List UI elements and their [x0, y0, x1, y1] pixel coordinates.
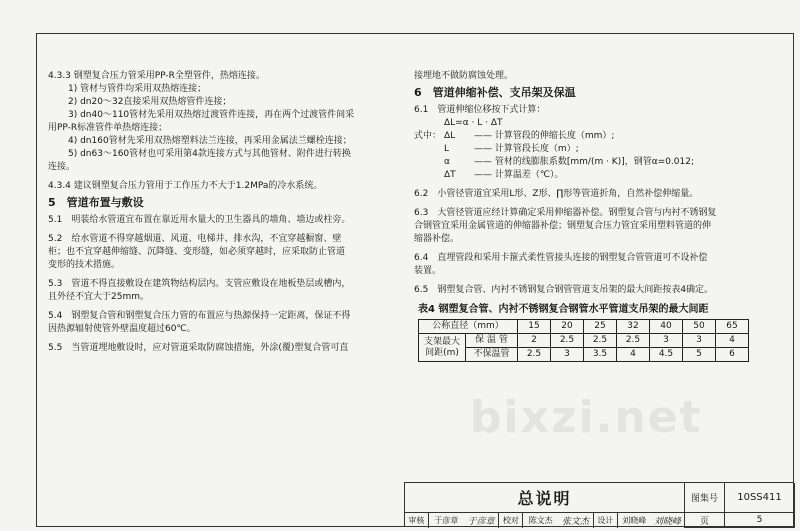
value-cell: 2.5 [551, 334, 584, 348]
clause-5-3 [48, 278, 384, 304]
text-line: 变形的技术措施。 [48, 260, 121, 270]
table-row [419, 348, 749, 362]
list-item: 2) dn20～32直接采用双热熔管件连接； [68, 97, 232, 107]
text-line: 5.4 钢塑复合管和钢塑复合压力管的布置应与热源保持一定距离，保证不得 [48, 311, 351, 321]
support-spacing-table [418, 319, 749, 362]
text-line: 5.2 给水管道不得穿越烟道、风道、电梯井、排水沟，不宜穿越橱窗、壁 [48, 234, 342, 244]
value-cell: 2.5 [518, 348, 551, 362]
list-item: 4) dn160管材先采用双热熔塑料法兰连接，再采用金属法兰螺栓连接； [68, 136, 352, 146]
definition-row [414, 143, 790, 156]
clause-5-4 [48, 310, 384, 336]
review-label: 审核 [405, 513, 429, 528]
definition-text: —— 管材的线膨胀系数[mm/(m · K)]，钢管α=0.012; [474, 157, 694, 167]
value-cell: 4.5 [650, 348, 683, 362]
clause-4-3-4: 4.3.4 建议钢塑复合压力管用于工作压力不大于1.2MPa的冷水系统。 [48, 181, 323, 191]
definition-text: —— 计算管段长度（m）; [474, 144, 579, 154]
value-cell: 4 [716, 334, 749, 348]
clause-6-4 [414, 252, 790, 278]
text-line: 6.3 大管径管道应经计算确定采用伸缩器补偿。钢塑复合管与内衬不锈钢复 [414, 208, 717, 218]
text-line: 且外径不宜大于25mm。 [48, 292, 149, 302]
signature-row [405, 513, 685, 528]
text-line: 柜；也不宜穿越伸缩缝、沉降缝、变形缝，如必须穿越时，应采取防止管道 [48, 247, 346, 257]
definition-symbol: L [444, 144, 450, 154]
reviewer-signature: 于彦章 [464, 513, 500, 528]
definition-symbol: ΔL [444, 131, 456, 141]
definition-row [414, 169, 790, 182]
page-label: 页 [685, 513, 725, 528]
value-cell: 3 [650, 334, 683, 348]
row-label-cell: 保 温 管 [466, 334, 518, 348]
value-cell: 4 [617, 348, 650, 362]
formula-definitions [414, 130, 790, 182]
design-label: 设计 [594, 513, 618, 528]
designer-name: 刘晓峰 [622, 516, 647, 525]
value-cell: 2.5 [617, 334, 650, 348]
right-column [414, 70, 790, 362]
definition-row [414, 130, 790, 143]
value-cell: 6 [716, 348, 749, 362]
clause-5-5: 5.5 当管道埋地敷设时，应对管道采取防腐蚀措施，外涂(覆)塑复合管可直 [48, 343, 349, 353]
list-item: 3) dn40～110管材先采用双热熔过渡管件连接，再在两个过渡管件间采 [68, 110, 355, 120]
reviewer-name: 于彦章 [434, 516, 459, 525]
diameter-cell: 32 [617, 320, 650, 334]
value-cell: 3.5 [584, 348, 617, 362]
text-line: 6.4 直埋管段和采用卡箍式柔性管接头连接的钢塑复合管管道可不设补偿 [414, 253, 708, 263]
diameter-cell: 65 [716, 320, 749, 334]
list-item: 1) 管材与管件均采用双热熔连接； [68, 84, 207, 94]
atlas-number-label: 图集号 [685, 483, 725, 513]
watermark: bixzi.net [470, 392, 703, 443]
header-label-cell: 公称直径（mm） [419, 320, 518, 334]
clause-5-5-continued: 接埋地不做防腐蚀处理。 [414, 71, 514, 81]
definition-text: —— 计算管段的伸缩长度（mm）; [474, 131, 615, 141]
clause-5-1: 5.1 明装给水管道宜布置在靠近用水量大的卫生器具的墙角、墙边或柱旁。 [48, 215, 351, 225]
value-cell: 5 [683, 348, 716, 362]
diameter-cell: 25 [584, 320, 617, 334]
value-cell: 3 [551, 348, 584, 362]
diameter-cell: 40 [650, 320, 683, 334]
left-column [48, 70, 384, 355]
text-line: 合钢管宜采用金属管道的伸缩器补偿；钢塑复合压力管宜采用塑料管道的伸 [414, 221, 712, 231]
list-item: 5) dn63～160管材也可采用第4款连接方式与其他管材、附件进行转换 [68, 149, 351, 159]
clause-4-3-3-items [48, 83, 384, 174]
diameter-cell: 15 [518, 320, 551, 334]
atlas-number: 10SS411 [725, 483, 795, 513]
table-header-row [419, 320, 749, 334]
title-block [404, 482, 794, 527]
check-label: 校对 [499, 513, 523, 528]
definition-symbol: α [444, 157, 450, 167]
text-line: 因热源辐射使管外壁温度超过60℃。 [48, 324, 196, 334]
diameter-cell: 50 [683, 320, 716, 334]
row-label-cell: 不保温管 [466, 348, 518, 362]
clause-6-1: 6.1 管道伸缩位移按下式计算： [414, 105, 546, 115]
list-item: 连接。 [48, 162, 76, 172]
clause-6-2: 6.2 小管径管道宜采用L形、Z形、∏形等管道折角，自然补偿伸缩量。 [414, 189, 699, 199]
page-number: 5 [725, 513, 795, 528]
text-line: 装置。 [414, 266, 442, 276]
section-5-heading: 5 管道布置与敷设 [48, 196, 144, 209]
clause-6-5: 6.5 钢塑复合管、内衬不锈钢复合钢管管道支吊架的最大间距按表4确定。 [414, 285, 714, 295]
diameter-cell: 20 [551, 320, 584, 334]
text-line: 缩器补偿。 [414, 234, 460, 244]
table-row [419, 334, 749, 348]
section-6-heading: 6 管道伸缩补偿、支吊架及保温 [414, 86, 576, 99]
list-item: 用PP-R标准管件单热熔连接； [48, 123, 168, 133]
clause-4-3-3: 4.3.3 钢塑复合压力管采用PP-R全塑管件，热熔连接。 [48, 71, 265, 81]
clause-6-3 [414, 207, 790, 246]
clause-5-2 [48, 233, 384, 272]
group-label-cell: 支架最大间距(m) [419, 334, 466, 362]
definition-symbol: ΔT [444, 170, 456, 180]
table-caption: 表4 钢塑复合管、内衬不锈钢复合钢管水平管道支吊架的最大间距 [418, 304, 709, 315]
checker-name: 陈文杰 [528, 516, 553, 525]
checker-signature: 张文杰 [558, 513, 594, 528]
expansion-formula: ΔL=α · L · ΔT [444, 118, 503, 128]
drawing-title: 总说明 [405, 483, 685, 513]
value-cell: 3 [683, 334, 716, 348]
where-label: 式中： [414, 131, 442, 141]
definition-text: —— 计算温差（℃）。 [474, 170, 564, 180]
value-cell: 2 [518, 334, 551, 348]
definition-row [414, 156, 790, 169]
value-cell: 2.5 [584, 334, 617, 348]
designer-signature: 刘晓峰 [653, 517, 681, 527]
text-line: 5.3 管道不得直接敷设在建筑物结构层内。支管应敷设在地板垫层或槽内， [48, 279, 351, 289]
